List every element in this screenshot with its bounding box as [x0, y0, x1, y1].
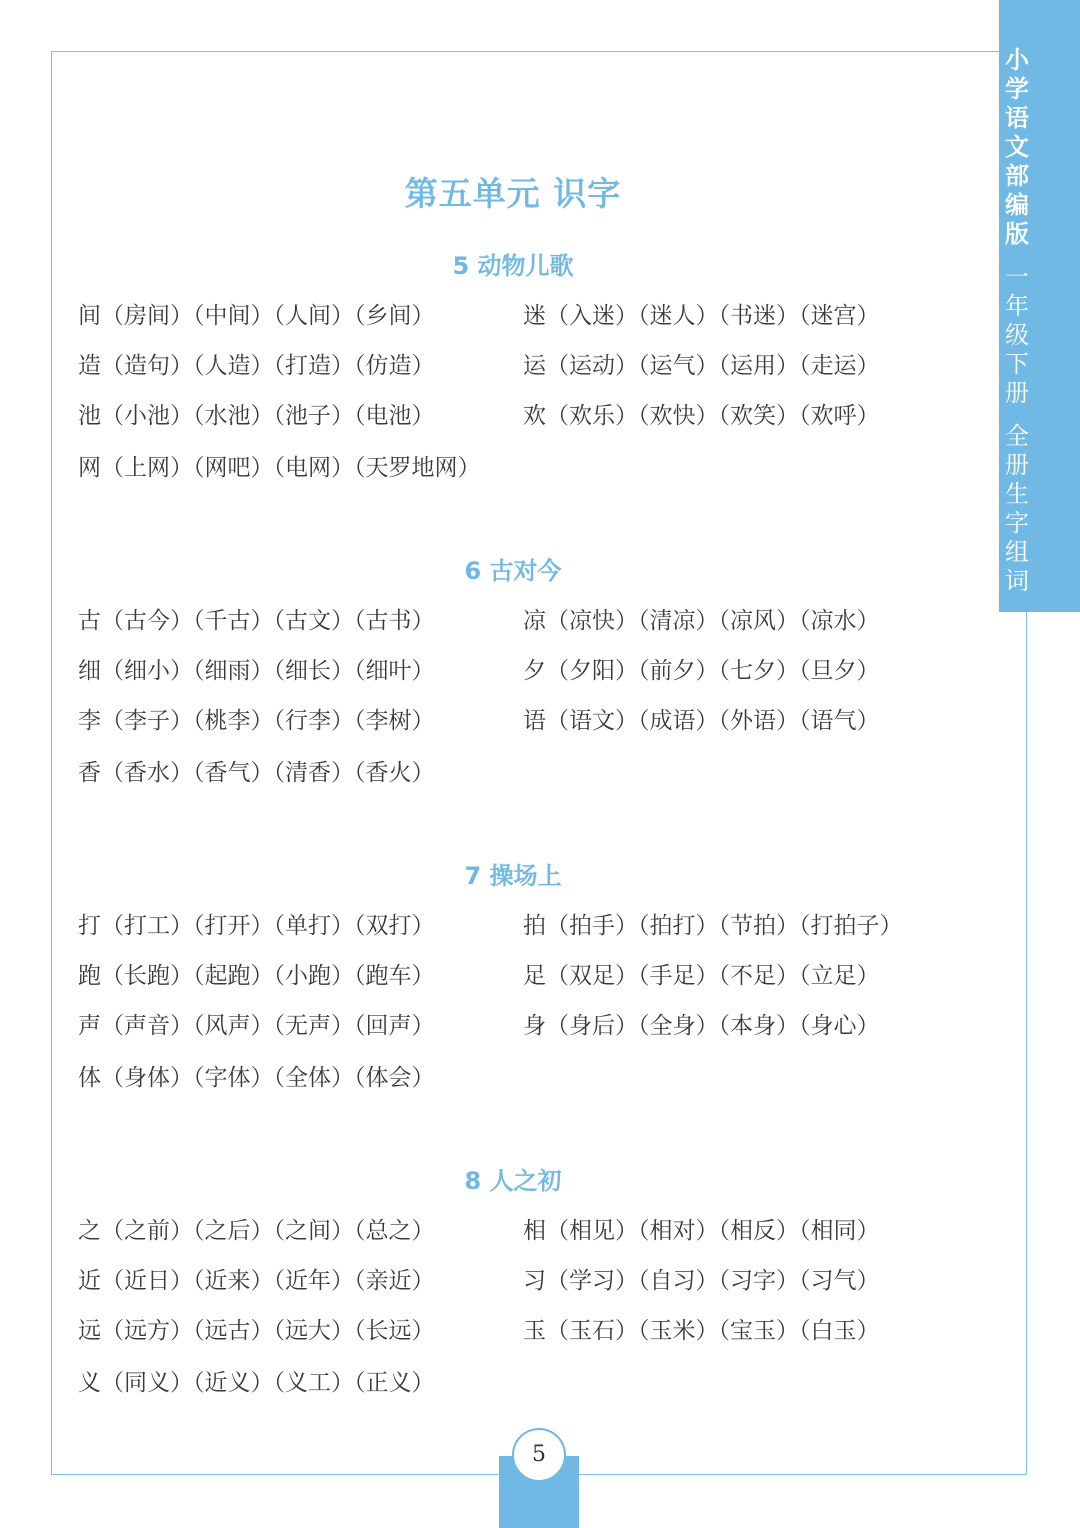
side-char: 版: [1005, 220, 1029, 248]
word-group: 网（上网）（网吧）（电网）（天罗地网）: [78, 455, 481, 481]
side-char: 级: [1005, 321, 1029, 349]
word-group: 近（近日）（近来）（近年）（亲近）: [78, 1268, 435, 1294]
side-char: 词: [1005, 567, 1029, 595]
word-group: 欢（欢乐）（欢快）（欢笑）（欢呼）: [523, 403, 880, 429]
word-group: 声（声音）（风声）（无声）（回声）: [78, 1013, 435, 1039]
word-group: 玉（玉石）（玉米）（宝玉）（白玉）: [523, 1318, 880, 1344]
word-group: 造（造句）（人造）（打造）（仿造）: [78, 353, 435, 379]
word-group: 凉（凉快）（清凉）（凉风）（凉水）: [523, 608, 880, 634]
side-char: 编: [1005, 191, 1029, 219]
unit-title: 第五单元 识字: [404, 174, 622, 213]
side-char: 年: [1005, 292, 1029, 320]
side-char: 册: [1005, 451, 1029, 479]
side-char: 下: [1005, 350, 1029, 378]
word-group: 相（相见）（相对）（相反）（相同）: [523, 1218, 880, 1244]
word-group: 身（身后）（全身）（本身）（身心）: [523, 1013, 880, 1039]
word-group: 义（同义）（近义）（义工）（正义）: [78, 1370, 435, 1396]
word-group: 习（学习）（自习）（习字）（习气）: [523, 1268, 880, 1294]
word-group: 运（运动）（运气）（运用）（走运）: [523, 353, 880, 379]
word-group: 打（打工）（打开）（单打）（双打）: [78, 913, 435, 939]
word-group: 李（李子）（桃李）（行李）（李树）: [78, 708, 435, 734]
lesson-title: 8 人之初: [464, 1167, 562, 1195]
side-char: 册: [1005, 379, 1029, 407]
lesson-title: 5 动物儿歌: [452, 252, 574, 280]
word-group: 语（语文）（成语）（外语）（语气）: [523, 708, 880, 734]
side-char: 文: [1005, 133, 1029, 161]
word-group: 跑（长跑）（起跑）（小跑）（跑车）: [78, 963, 435, 989]
side-char: 全: [1005, 422, 1029, 450]
lesson-title: 7 操场上: [464, 862, 562, 890]
word-group: 迷（入迷）（迷人）（书迷）（迷宫）: [523, 303, 880, 329]
word-group: 间（房间）（中间）（人间）（乡间）: [78, 303, 435, 329]
side-char: 学: [1005, 75, 1029, 103]
word-group: 古（古今）（千古）（古文）（古书）: [78, 608, 435, 634]
side-char: 生: [1005, 480, 1029, 508]
word-group: 远（远方）（远古）（远大）（长远）: [78, 1318, 435, 1344]
side-char: 部: [1005, 162, 1029, 190]
side-label: [999, 46, 1035, 596]
word-group: 足（双足）（手足）（不足）（立足）: [523, 963, 880, 989]
word-group: 细（细小）（细雨）（细长）（细叶）: [78, 658, 435, 684]
side-char: 小: [1005, 46, 1029, 74]
word-group: 之（之前）（之后）（之间）（总之）: [78, 1218, 435, 1244]
word-group: 体（身体）（字体）（全体）（体会）: [78, 1065, 435, 1091]
side-char: 字: [1005, 509, 1029, 537]
word-group: 拍（拍手）（拍打）（节拍）（打拍子）: [523, 913, 903, 939]
lesson-title: 6 古对今: [464, 557, 562, 585]
word-group: 池（小池）（水池）（池子）（电池）: [78, 403, 435, 429]
side-char: 一: [1005, 263, 1029, 291]
page-number: 5: [512, 1428, 566, 1482]
word-group: 香（香水）（香气）（清香）（香火）: [78, 760, 435, 786]
side-char: 语: [1005, 104, 1029, 132]
word-group: 夕（夕阳）（前夕）（七夕）（旦夕）: [523, 658, 880, 684]
side-char: 组: [1005, 538, 1029, 566]
